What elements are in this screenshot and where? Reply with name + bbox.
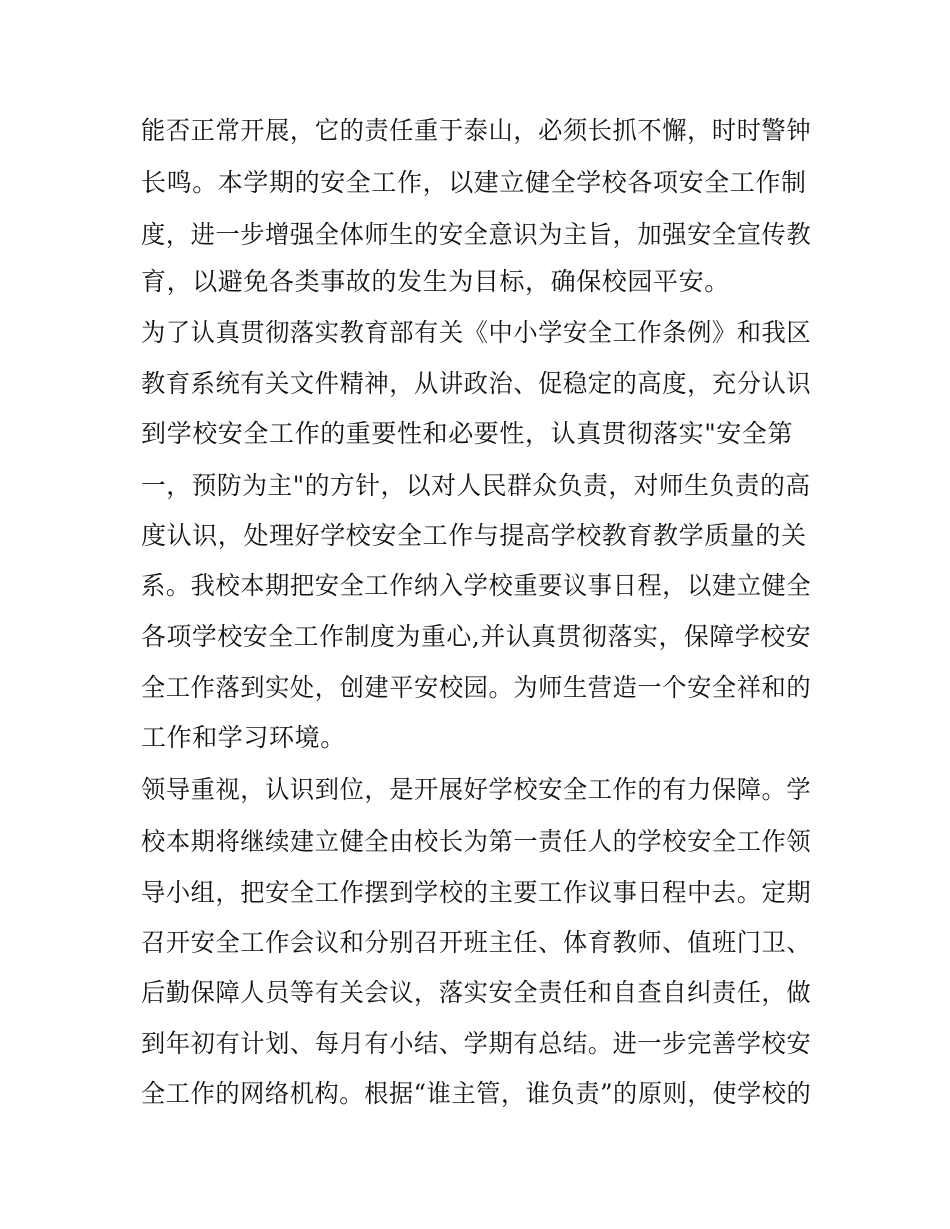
- text-line: 育，以避免各类事故的发生为目标，确保校园平安。: [141, 267, 730, 296]
- text-line: 各项学校安全工作制度为重心,并认真贯彻落实，保障学校安: [141, 622, 812, 651]
- text-line: 教育系统有关文件精神，从讲政治、促稳定的高度，充分认识: [141, 369, 812, 398]
- text-line: 度认识，处理好学校安全工作与提高学校教育教学质量的关: [141, 521, 807, 550]
- text-line: 工作和学习环境。: [141, 723, 346, 752]
- text-line: 能否正常开展，它的责任重于泰山，必须长抓不懈，时时警钟: [141, 116, 812, 145]
- text-line: 召开安全工作会议和分别召开班主任、体育教师、值班门卫、: [141, 928, 812, 957]
- text-line: 后勤保障人员等有关会议，落实安全责任和自查自纠责任，做: [141, 978, 812, 1007]
- text-line: 校本期将继续建立健全由校长为第一责任人的学校安全工作领: [141, 827, 812, 856]
- text-line: 一，预防为主"的方针，以对人民群众负责，对师生负责的高: [141, 471, 811, 500]
- text-line: 领导重视，认识到位，是开展好学校安全工作的有力保障。学: [141, 775, 812, 804]
- text-line: 长鸣。本学期的安全工作，以建立健全学校各项安全工作制: [141, 168, 807, 197]
- text-line: 到年初有计划、每月有小结、学期有总结。进一步完善学校安: [141, 1029, 812, 1058]
- text-line: 系。我校本期把安全工作纳入学校重要议事日程，以建立健全: [141, 571, 812, 600]
- text-line: 导小组，把安全工作摆到学校的主要工作议事日程中去。定期: [141, 878, 812, 907]
- text-line: 到学校安全工作的重要性和必要性，认真贯彻落实"安全第: [141, 419, 794, 448]
- text-line: 全工作落到实处，创建平安校园。为师生营造一个安全祥和的: [141, 673, 812, 702]
- text-line: 为了认真贯彻落实教育部有关《中小学安全工作条例》和我区: [141, 318, 812, 347]
- text-line: 度，进一步增强全体师生的安全意识为主旨，加强安全宣传教: [141, 220, 812, 249]
- text-line: 全工作的网络机构。根据“谁主管，谁负责”的原则，使学校的: [141, 1079, 812, 1108]
